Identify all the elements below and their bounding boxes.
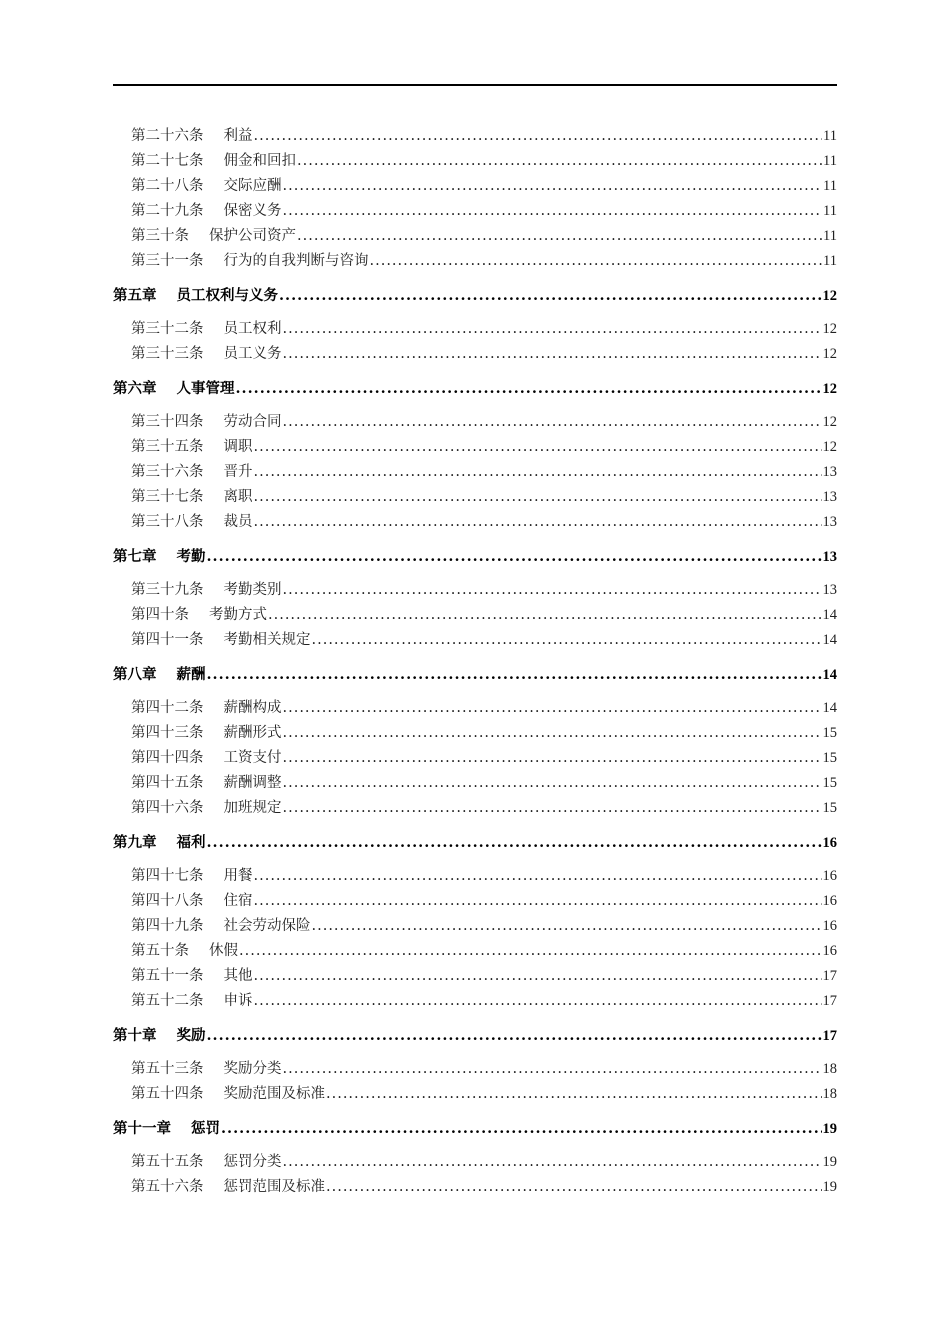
toc-entry-page-number: 18: [822, 1086, 837, 1102]
dot-leader: [297, 149, 822, 174]
toc-entry-page-number: 11: [823, 153, 837, 169]
dot-leader: [254, 889, 822, 914]
toc-article-entry[interactable]: [131, 628, 837, 653]
toc-entry-title: 申诉: [223, 993, 253, 1009]
toc-entry-page-number: 11: [823, 253, 837, 269]
toc-article-entry[interactable]: [131, 342, 837, 367]
toc-entry-number: 第三十二条: [131, 321, 204, 337]
toc-entry-number: 第五十二条: [131, 993, 204, 1009]
table-of-contents: [0, 124, 950, 1200]
dot-leader: [283, 317, 822, 342]
toc-entry-title: 考勤相关规定: [223, 632, 311, 648]
dot-leader: [283, 771, 822, 796]
toc-entry-title: 工资支付: [223, 750, 282, 766]
dot-leader: [283, 746, 822, 771]
toc-entry-page-number: 15: [822, 800, 837, 816]
toc-entry-page-number: 12: [822, 439, 837, 455]
toc-entry-page-number: 15: [822, 775, 837, 791]
toc-entry-page-number: 11: [823, 203, 837, 219]
toc-article-entry[interactable]: [131, 224, 837, 249]
toc-entry-title: 晋升: [223, 464, 253, 480]
toc-entry-page-number: 17: [822, 968, 837, 984]
toc-entry-title: 住宿: [223, 893, 253, 909]
toc-entry-title: 保护公司资产: [209, 228, 296, 244]
dot-leader: [254, 485, 822, 510]
dot-leader: [254, 964, 822, 989]
toc-entry-page-number: 14: [822, 667, 837, 683]
dot-leader: [297, 224, 822, 249]
toc-entry-page-number: 16: [822, 868, 837, 884]
toc-entry-page-number: 18: [822, 1061, 837, 1077]
dot-leader: [370, 249, 823, 274]
toc-entry-page-number: 14: [822, 632, 837, 648]
toc-entry-page-number: 17: [822, 993, 837, 1009]
dot-leader: [326, 1175, 822, 1200]
dot-leader: [254, 435, 822, 460]
toc-entry-page-number: 14: [822, 607, 837, 623]
toc-entry-title: 薪酬: [176, 666, 206, 683]
toc-entry-number: 第八章: [113, 666, 157, 683]
toc-article-entry[interactable]: [131, 746, 837, 771]
dot-leader: [279, 283, 822, 308]
toc-entry-number: 第三十六条: [131, 464, 204, 480]
toc-article-entry[interactable]: [131, 696, 837, 721]
dot-leader: [207, 1023, 822, 1048]
toc-entry-title: 用餐: [223, 868, 253, 884]
toc-entry-number: 第五十一条: [131, 968, 204, 984]
toc-article-entry[interactable]: [131, 1150, 837, 1175]
toc-entry-title: 离职: [223, 489, 253, 505]
toc-entry-page-number: 11: [823, 128, 837, 144]
dot-leader: [283, 696, 822, 721]
toc-entry-page-number: 12: [822, 381, 837, 397]
toc-entry-number: 第三十五条: [131, 439, 204, 455]
toc-article-entry[interactable]: [131, 771, 837, 796]
dot-leader: [283, 721, 822, 746]
toc-entry-page-number: 11: [823, 178, 837, 194]
toc-entry-page-number: 11: [823, 228, 837, 244]
toc-entry-number: 第二十八条: [131, 178, 204, 194]
dot-leader: [283, 1150, 822, 1175]
toc-article-entry[interactable]: [131, 914, 837, 939]
dot-leader: [254, 124, 823, 149]
toc-entry-number: 第三十四条: [131, 414, 204, 430]
toc-entry-title: 惩罚范围及标准: [223, 1179, 325, 1195]
toc-entry-title: 裁员: [223, 514, 253, 530]
toc-entry-title: 员工义务: [223, 346, 282, 362]
dot-leader: [283, 342, 822, 367]
toc-article-entry[interactable]: [131, 124, 837, 149]
toc-entry-number: 第三十八条: [131, 514, 204, 530]
toc-article-entry[interactable]: [131, 410, 837, 435]
toc-entry-page-number: 13: [822, 489, 837, 505]
toc-entry-number: 第二十九条: [131, 203, 204, 219]
toc-article-entry[interactable]: [131, 964, 837, 989]
dot-leader: [236, 376, 822, 401]
toc-entry-title: 保密义务: [223, 203, 282, 219]
toc-entry-number: 第三十一条: [131, 253, 204, 269]
toc-entry-number: 第七章: [113, 548, 157, 565]
toc-entry-title: 劳动合同: [223, 414, 282, 430]
toc-article-entry[interactable]: [131, 249, 837, 274]
toc-article-entry[interactable]: [131, 796, 837, 821]
toc-entry-number: 第二十六条: [131, 128, 204, 144]
toc-entry-page-number: 16: [822, 893, 837, 909]
toc-entry-number: 第三十条: [131, 228, 189, 244]
toc-entry-title: 调职: [223, 439, 253, 455]
toc-article-entry[interactable]: [131, 989, 837, 1014]
toc-article-entry[interactable]: [131, 1175, 837, 1200]
dot-leader: [207, 662, 822, 687]
toc-entry-page-number: 12: [822, 414, 837, 430]
toc-entry-title: 考勤方式: [209, 607, 267, 623]
toc-entry-page-number: 19: [822, 1121, 837, 1137]
toc-entry-page-number: 12: [822, 321, 837, 337]
toc-entry-number: 第二十七条: [131, 153, 204, 169]
toc-entry-title: 行为的自我判断与咨询: [223, 253, 369, 269]
toc-entry-page-number: 19: [822, 1179, 837, 1195]
toc-chapter-entry[interactable]: [113, 1023, 837, 1048]
toc-entry-title: 加班规定: [223, 800, 282, 816]
toc-entry-number: 第四十四条: [131, 750, 204, 766]
toc-article-entry[interactable]: [131, 199, 837, 224]
header-rule: [113, 84, 837, 86]
toc-entry-title: 薪酬形式: [223, 725, 282, 741]
toc-article-entry[interactable]: [131, 578, 837, 603]
toc-entry-title: 利益: [223, 128, 253, 144]
toc-entry-page-number: 17: [822, 1028, 837, 1044]
toc-entry-title: 其他: [223, 968, 253, 984]
toc-entry-title: 奖励分类: [223, 1061, 282, 1077]
toc-entry-title: 福利: [176, 834, 206, 851]
toc-entry-number: 第五十条: [131, 943, 189, 959]
toc-entry-page-number: 16: [822, 918, 837, 934]
toc-entry-title: 佣金和回扣: [223, 153, 296, 169]
toc-entry-title: 人事管理: [176, 380, 235, 397]
dot-leader: [221, 1116, 822, 1141]
toc-entry-number: 第三十三条: [131, 346, 204, 362]
toc-entry-number: 第十一章: [113, 1120, 171, 1137]
dot-leader: [254, 989, 822, 1014]
toc-article-entry[interactable]: [131, 460, 837, 485]
dot-leader: [283, 199, 823, 224]
toc-article-entry[interactable]: [131, 939, 837, 964]
toc-entry-number: 第四十三条: [131, 725, 204, 741]
toc-article-entry[interactable]: [131, 149, 837, 174]
toc-entry-page-number: 13: [822, 549, 837, 565]
toc-chapter-entry[interactable]: [113, 1116, 837, 1141]
toc-chapter-entry[interactable]: [113, 830, 837, 855]
dot-leader: [283, 796, 822, 821]
dot-leader: [239, 939, 822, 964]
toc-entry-number: 第五十六条: [131, 1179, 204, 1195]
toc-entry-title: 员工权利: [223, 321, 282, 337]
toc-article-entry[interactable]: [131, 1082, 837, 1107]
toc-chapter-entry[interactable]: [113, 544, 837, 569]
toc-article-entry[interactable]: [131, 435, 837, 460]
dot-leader: [283, 410, 822, 435]
dot-leader: [326, 1082, 822, 1107]
toc-article-entry[interactable]: [131, 485, 837, 510]
toc-article-entry[interactable]: [131, 864, 837, 889]
toc-entry-number: 第九章: [113, 834, 157, 851]
toc-entry-title: 惩罚分类: [223, 1154, 282, 1170]
toc-entry-page-number: 16: [822, 943, 837, 959]
toc-article-entry[interactable]: [131, 889, 837, 914]
toc-article-entry[interactable]: [131, 174, 837, 199]
dot-leader: [312, 914, 822, 939]
toc-entry-number: 第三十七条: [131, 489, 204, 505]
toc-entry-number: 第五十四条: [131, 1086, 204, 1102]
toc-entry-title: 员工权利与义务: [176, 287, 278, 304]
toc-entry-number: 第三十九条: [131, 582, 204, 598]
toc-entry-number: 第四十条: [131, 607, 189, 623]
toc-entry-number: 第五十三条: [131, 1061, 204, 1077]
dot-leader: [254, 864, 822, 889]
dot-leader: [283, 578, 822, 603]
dot-leader: [268, 603, 822, 628]
toc-entry-page-number: 12: [822, 346, 837, 362]
toc-entry-page-number: 13: [822, 514, 837, 530]
toc-entry-number: 第四十七条: [131, 868, 204, 884]
toc-entry-title: 交际应酬: [223, 178, 282, 194]
dot-leader: [312, 628, 822, 653]
dot-leader: [283, 1057, 822, 1082]
toc-entry-page-number: 19: [822, 1154, 837, 1170]
toc-article-entry[interactable]: [131, 1057, 837, 1082]
toc-entry-number: 第五章: [113, 287, 157, 304]
toc-entry-number: 第四十八条: [131, 893, 204, 909]
toc-entry-number: 第四十九条: [131, 918, 204, 934]
toc-entry-number: 第四十二条: [131, 700, 204, 716]
toc-entry-page-number: 12: [822, 288, 837, 304]
toc-entry-number: 第四十一条: [131, 632, 204, 648]
toc-entry-title: 社会劳动保险: [223, 918, 311, 934]
toc-entry-title: 奖励: [176, 1027, 206, 1044]
dot-leader: [207, 830, 822, 855]
toc-entry-title: 奖励范围及标准: [223, 1086, 325, 1102]
toc-entry-title: 薪酬构成: [223, 700, 282, 716]
toc-entry-title: 考勤类别: [223, 582, 282, 598]
toc-chapter-entry[interactable]: [113, 662, 837, 687]
dot-leader: [254, 460, 822, 485]
toc-entry-number: 第四十六条: [131, 800, 204, 816]
toc-entry-page-number: 13: [822, 464, 837, 480]
toc-entry-title: 考勤: [176, 548, 206, 565]
dot-leader: [283, 174, 823, 199]
toc-chapter-entry[interactable]: [113, 283, 837, 308]
toc-entry-title: 惩罚: [191, 1120, 220, 1137]
toc-entry-page-number: 14: [822, 700, 837, 716]
toc-entry-page-number: 16: [822, 835, 837, 851]
toc-entry-number: 第四十五条: [131, 775, 204, 791]
toc-article-entry[interactable]: [131, 721, 837, 746]
toc-entry-page-number: 15: [822, 725, 837, 741]
toc-article-entry[interactable]: [131, 317, 837, 342]
toc-entry-number: 第六章: [113, 380, 157, 397]
toc-chapter-entry[interactable]: [113, 376, 837, 401]
toc-entry-title: 薪酬调整: [223, 775, 282, 791]
toc-entry-page-number: 15: [822, 750, 837, 766]
toc-article-entry[interactable]: [131, 510, 837, 535]
toc-entry-number: 第五十五条: [131, 1154, 204, 1170]
dot-leader: [254, 510, 822, 535]
toc-article-entry[interactable]: [131, 603, 837, 628]
toc-entry-page-number: 13: [822, 582, 837, 598]
toc-entry-title: 休假: [209, 943, 238, 959]
toc-entry-number: 第十章: [113, 1027, 157, 1044]
dot-leader: [207, 544, 822, 569]
